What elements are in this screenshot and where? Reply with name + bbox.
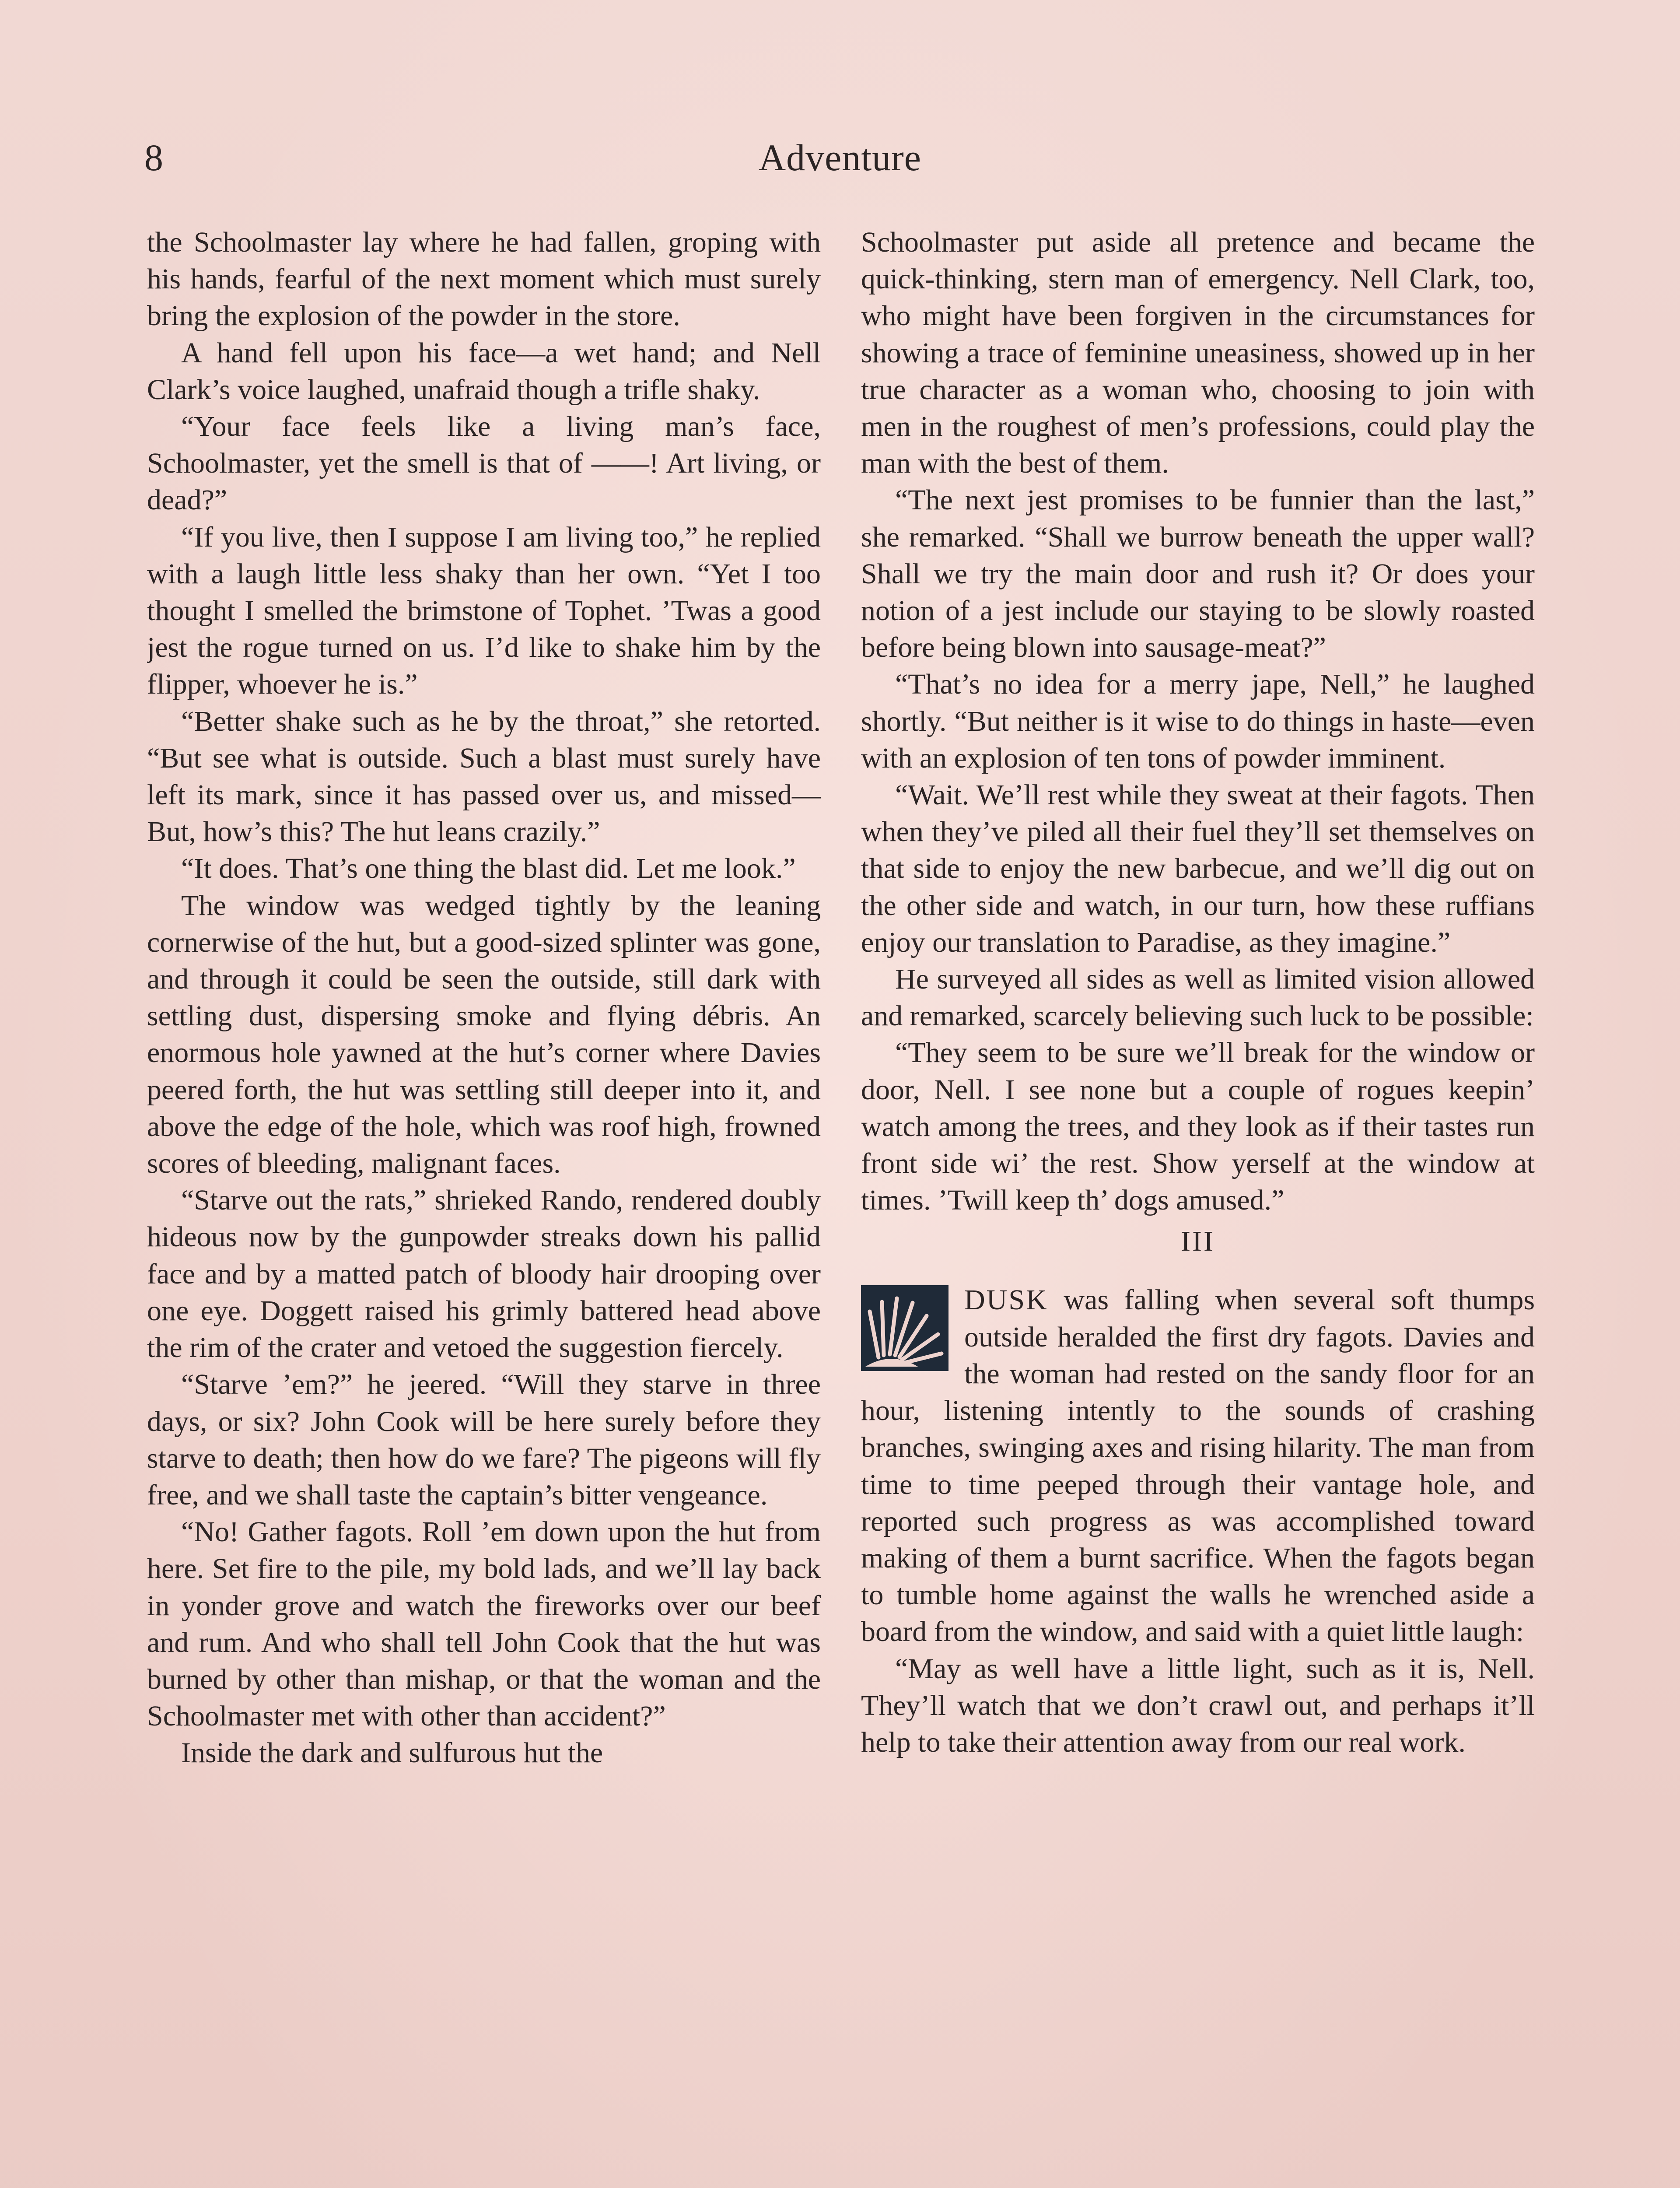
page-header: [144, 131, 1536, 184]
sunburst-ornament-icon: [861, 1285, 948, 1371]
left-column: [147, 224, 821, 2188]
running-title: Adventure: [759, 137, 921, 179]
right-column: [861, 224, 1535, 2188]
paragraph: He surveyed all sides as well as limited vision allowed and remarked, scarcely believing such luck to be possible:: [861, 963, 1535, 1032]
page-number: 8: [144, 137, 163, 179]
paragraph: “If you live, then I suppose I am living too,” he replied with a laugh little less shaky than her own. “Yet I too thought I smelled the brimstone of Tophet. ’Twas a good jest the rogue turned on us. I’d like to shake him by the flipper, whoever he is.”: [147, 521, 821, 701]
paragraph: “Wait. We’ll rest while they sweat at their fagots. Then when they’ve piled all their fuel they’ll set themselves on that side to enjoy the new barbecue, and we’ll dig out on the other side and watch, in our turn, how these ruffians enjoy our translation to Paradise, as they imagine.”: [861, 779, 1535, 958]
paragraph: “May as well have a little light, such as it is, Nell. They’ll watch that we don’t crawl out, and perhaps it’ll help to take their attention away from our real work.: [861, 1652, 1535, 1758]
paragraph: “Better shake such as he by the throat,” she retorted. “But see what is outside. Such a blast must surely have left its mark, since it has passed over us, and missed— But, how’s this? The hut leans crazily.”: [147, 705, 821, 848]
paragraph: The window was wedged tightly by the leaning cornerwise of the hut, but a good-sized splinter was gone, and through it could be seen the outside, still dark with settling dust, dispersing smoke and flying débris. An enormous hole yawned at the hut’s corner where Davies peered forth, the hut was settling still deeper into it, and above the edge of the hole, which was roof high, frowned scores of bleeding, malignant faces.: [147, 889, 821, 1180]
paragraph: “That’s no idea for a merry jape, Nell,” he laughed shortly. “But neither is it wise to do things in haste—even with an explosion of ten tons of powder imminent.: [861, 668, 1535, 774]
paragraph: the Schoolmaster lay where he had fallen, groping with his hands, fearful of the next moment which must surely bring the explosion of the powder in the store.: [147, 226, 821, 332]
paragraph: Schoolmaster put aside all pretence and became the quick-thinking, stern man of emergency. Nell Clark, too, who might have been forgiven in the circumstances for showing a trace of feminine uneasiness, showed up in her true character as a woman who, choosing to join with men in the roughest of men’s professions, could play the man with the best of them.: [861, 226, 1535, 480]
paragraph: “Your face feels like a living man’s face, Schoolmaster, yet the smell is that of ——! Art living, or dead?”: [147, 410, 821, 516]
paragraph: “Starve out the rats,” shrieked Rando, rendered doubly hideous now by the gunpowder streaks down his pallid face and by a matted patch of bloody hair drooping over one eye. Doggett raised his grimly battered head above the rim of the crater and vetoed the suggestion fiercely.: [147, 1184, 821, 1364]
paragraph: Inside the dark and sulfurous hut the: [181, 1737, 603, 1769]
paragraph: “It does. That’s one thing the blast did. Let me look.”: [181, 852, 796, 885]
drop-cap-paragraph: [861, 1282, 1535, 1650]
paragraph-text: was falling when several soft thumps outside heralded the first dry fagots. Davies and the woman had rested on the sandy floor for an hour, listening intently to the sounds of crashing branches, swinging axes and rising hilarity. The man from time to time peeped through their vantage hole, and reported such progress as was accomplished toward making of them a burnt sacrifice. When the fagots began to tumble home against the walls he wrenched aside a board from the window, and said with a quiet little laugh:: [861, 1284, 1535, 1648]
dusk-lead-word: DUSK: [964, 1284, 1048, 1316]
section-heading: III: [1181, 1225, 1215, 1258]
paragraph: “No! Gather fagots. Roll ’em down upon the hut from here. Set fire to the pile, my bold lads, and we’ll lay back in yonder grove and watch the fireworks over our beef and rum. And who shall tell John Cook that the hut was burned by other than mishap, or that the woman and the Schoolmaster met with other than accident?”: [147, 1516, 821, 1732]
paragraph: “The next jest promises to be funnier than the last,” she remarked. “Shall we burrow beneath the upper wall? Shall we try the main door and rush it? Or does your notion of a jest include our staying to be slowly roasted before being blown into sausage-meat?”: [861, 484, 1535, 664]
paragraph: “Starve ’em?” he jeered. “Will they starve in three days, or six? John Cook will be here surely before they starve to death; then how do we fare? The pigeons will fly free, and we shall taste the captain’s bitter vengeance.: [147, 1368, 821, 1511]
paragraph: A hand fell upon his face—a wet hand; and Nell Clark’s voice laughed, unafraid though a trifle shaky.: [147, 337, 821, 406]
paragraph: “They seem to be sure we’ll break for the window or door, Nell. I see none but a couple of rogues keepin’ watch among the trees, and they look as if their tastes run front side wi’ the rest. Show yerself at the window at times. ’Twill keep th’ dogs amused.”: [861, 1037, 1535, 1217]
